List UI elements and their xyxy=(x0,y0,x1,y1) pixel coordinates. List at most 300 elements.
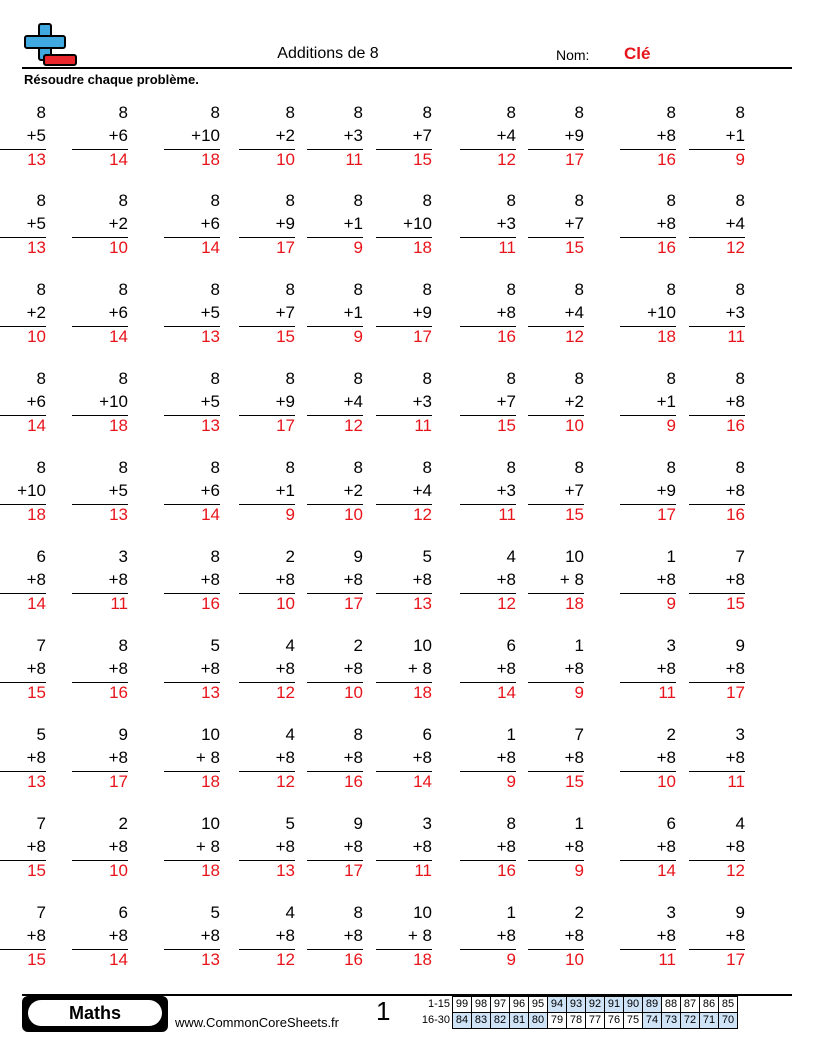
addend-bottom: +8 xyxy=(564,748,584,767)
addend-top: 8 xyxy=(36,103,46,122)
addend-top: 8 xyxy=(210,547,220,566)
problem xyxy=(376,279,432,346)
addend-top: 8 xyxy=(353,191,363,210)
problem xyxy=(239,813,295,880)
answer: 16 xyxy=(657,150,676,169)
problem xyxy=(376,813,432,880)
addend-top: 8 xyxy=(666,458,676,477)
addend-bottom: +8 xyxy=(564,837,584,856)
addend-bottom: +1 xyxy=(343,214,363,233)
addend-top: 8 xyxy=(353,725,363,744)
score-cell: 95 xyxy=(528,996,548,1013)
answer: 13 xyxy=(27,772,46,791)
addend-bottom: +8 xyxy=(26,837,46,856)
problem xyxy=(460,457,516,524)
answer: 12 xyxy=(726,861,745,880)
addend-top: 7 xyxy=(36,903,46,922)
answer: 11 xyxy=(414,861,432,880)
addend-bottom: +8 xyxy=(725,837,745,856)
answer: 17 xyxy=(726,950,745,969)
answer: 11 xyxy=(658,950,676,969)
addend-top: 8 xyxy=(506,458,516,477)
problem xyxy=(689,813,745,880)
answer: 16 xyxy=(344,950,363,969)
addend-bottom: +6 xyxy=(200,214,220,233)
answer: 17 xyxy=(657,505,676,524)
score-row xyxy=(418,1013,738,1029)
problem xyxy=(620,279,676,346)
problem xyxy=(164,279,220,346)
answer: 9 xyxy=(666,416,676,435)
addend-bottom: +7 xyxy=(564,214,584,233)
answer: 15 xyxy=(27,861,46,880)
answer: 10 xyxy=(565,950,584,969)
addend-top: 8 xyxy=(353,103,363,122)
addend-bottom: +8 xyxy=(275,570,295,589)
addend-bottom: +8 xyxy=(275,926,295,945)
answer: 13 xyxy=(201,683,220,702)
addend-bottom: +7 xyxy=(496,392,516,411)
addend-top: 8 xyxy=(735,369,745,388)
problem xyxy=(307,102,363,169)
problem xyxy=(689,190,745,257)
answer: 18 xyxy=(413,238,432,257)
problem xyxy=(307,457,363,524)
score-cell: 77 xyxy=(585,1012,605,1029)
addend-bottom: +5 xyxy=(26,214,46,233)
addend-bottom: +6 xyxy=(200,481,220,500)
addend-bottom: + 8 xyxy=(195,748,220,767)
problem xyxy=(164,457,220,524)
answer: 10 xyxy=(657,772,676,791)
problem xyxy=(164,813,220,880)
addend-bottom: +1 xyxy=(725,126,745,145)
addend-bottom: +8 xyxy=(496,570,516,589)
addend-bottom: +4 xyxy=(564,303,584,322)
addend-top: 9 xyxy=(118,725,128,744)
problem xyxy=(460,279,516,346)
addend-top: 8 xyxy=(422,369,432,388)
problem xyxy=(620,546,676,613)
problem xyxy=(460,635,516,702)
problem xyxy=(528,102,584,169)
problem xyxy=(376,724,432,791)
addend-bottom: +6 xyxy=(26,392,46,411)
score-cell: 86 xyxy=(699,996,719,1013)
answer: 14 xyxy=(497,683,516,702)
answer: 14 xyxy=(201,505,220,524)
addend-top: 8 xyxy=(735,191,745,210)
addend-top: 10 xyxy=(413,636,432,655)
answer: 16 xyxy=(497,861,516,880)
addend-top: 8 xyxy=(210,103,220,122)
answer: 17 xyxy=(344,861,363,880)
score-cell: 72 xyxy=(680,1012,700,1029)
answer: 9 xyxy=(353,327,363,346)
addend-bottom: + 8 xyxy=(559,570,584,589)
addend-top: 6 xyxy=(666,814,676,833)
addend-bottom: +2 xyxy=(108,214,128,233)
score-cell: 76 xyxy=(604,1012,624,1029)
problem xyxy=(72,368,128,435)
addend-top: 10 xyxy=(413,903,432,922)
addend-bottom: +9 xyxy=(275,392,295,411)
answer: 16 xyxy=(726,505,745,524)
answer: 10 xyxy=(109,861,128,880)
problem xyxy=(376,635,432,702)
addend-bottom: +8 xyxy=(725,392,745,411)
problem xyxy=(689,279,745,346)
addend-bottom: +6 xyxy=(108,126,128,145)
problem xyxy=(164,190,220,257)
problem xyxy=(0,190,46,257)
answer: 14 xyxy=(201,238,220,257)
score-cell: 98 xyxy=(471,996,491,1013)
problem xyxy=(307,368,363,435)
addend-bottom: +8 xyxy=(564,659,584,678)
problem xyxy=(528,902,584,969)
answer: 18 xyxy=(565,594,584,613)
problem xyxy=(239,902,295,969)
addend-top: 9 xyxy=(353,814,363,833)
name-value: Clé xyxy=(624,44,651,63)
addend-top: 8 xyxy=(353,280,363,299)
problem xyxy=(0,902,46,969)
problem xyxy=(72,635,128,702)
addend-bottom: +4 xyxy=(412,481,432,500)
problem xyxy=(689,102,745,169)
score-cell: 82 xyxy=(490,1012,510,1029)
addend-bottom: +8 xyxy=(275,659,295,678)
addend-top: 2 xyxy=(353,636,363,655)
score-cell: 89 xyxy=(642,996,662,1013)
addend-bottom: +5 xyxy=(108,481,128,500)
problem xyxy=(528,635,584,702)
score-cell: 70 xyxy=(718,1012,738,1029)
addend-top: 8 xyxy=(422,191,432,210)
score-cell: 78 xyxy=(566,1012,586,1029)
problem xyxy=(72,902,128,969)
problem xyxy=(689,368,745,435)
addend-top: 8 xyxy=(285,191,295,210)
problem xyxy=(72,546,128,613)
answer: 9 xyxy=(506,950,516,969)
answer: 15 xyxy=(413,150,432,169)
addend-top: 8 xyxy=(666,191,676,210)
addend-bottom: +1 xyxy=(656,392,676,411)
answer: 16 xyxy=(109,683,128,702)
answer: 17 xyxy=(109,772,128,791)
score-row xyxy=(418,997,738,1013)
answer: 9 xyxy=(285,505,295,524)
addend-bottom: +8 xyxy=(200,926,220,945)
addend-bottom: +8 xyxy=(725,748,745,767)
problem xyxy=(689,635,745,702)
addend-top: 8 xyxy=(574,458,584,477)
problem xyxy=(0,279,46,346)
addend-top: 1 xyxy=(506,903,516,922)
addend-top: 8 xyxy=(574,280,584,299)
addend-top: 10 xyxy=(201,725,220,744)
addend-top: 8 xyxy=(285,103,295,122)
problem xyxy=(460,813,516,880)
score-cell: 92 xyxy=(585,996,605,1013)
answer: 9 xyxy=(574,861,584,880)
answer: 9 xyxy=(353,238,363,257)
addend-top: 4 xyxy=(285,725,295,744)
addend-top: 8 xyxy=(118,103,128,122)
addend-top: 8 xyxy=(118,636,128,655)
instructions: Résoudre chaque problème. xyxy=(24,72,199,87)
problem xyxy=(460,902,516,969)
addend-bottom: +7 xyxy=(412,126,432,145)
addend-bottom: +3 xyxy=(496,481,516,500)
addend-top: 8 xyxy=(735,103,745,122)
addend-top: 8 xyxy=(118,369,128,388)
answer: 18 xyxy=(657,327,676,346)
problem xyxy=(0,813,46,880)
answer: 18 xyxy=(413,950,432,969)
addend-bottom: +1 xyxy=(275,481,295,500)
answer: 17 xyxy=(413,327,432,346)
score-cell: 88 xyxy=(661,996,681,1013)
problem xyxy=(307,813,363,880)
answer: 11 xyxy=(727,327,745,346)
problem xyxy=(528,279,584,346)
addend-top: 1 xyxy=(574,636,584,655)
answer: 15 xyxy=(27,950,46,969)
addend-top: 8 xyxy=(735,280,745,299)
addend-top: 6 xyxy=(422,725,432,744)
score-cell: 93 xyxy=(566,996,586,1013)
addend-bottom: +8 xyxy=(343,570,363,589)
addend-bottom: +7 xyxy=(564,481,584,500)
addend-bottom: +8 xyxy=(725,926,745,945)
problem xyxy=(376,546,432,613)
problem xyxy=(460,368,516,435)
score-cell: 71 xyxy=(699,1012,719,1029)
problem xyxy=(164,102,220,169)
addend-bottom: +8 xyxy=(26,926,46,945)
addend-top: 8 xyxy=(666,280,676,299)
addend-top: 2 xyxy=(118,814,128,833)
answer: 10 xyxy=(27,327,46,346)
problem xyxy=(620,902,676,969)
problem xyxy=(689,724,745,791)
score-table xyxy=(418,997,738,1029)
addend-bottom: +8 xyxy=(656,748,676,767)
answer: 11 xyxy=(110,594,128,613)
score-cell: 83 xyxy=(471,1012,491,1029)
answer: 11 xyxy=(658,683,676,702)
problem xyxy=(307,546,363,613)
problem xyxy=(72,190,128,257)
addend-bottom: +10 xyxy=(99,392,128,411)
problem xyxy=(239,102,295,169)
problem xyxy=(72,457,128,524)
problem xyxy=(0,724,46,791)
problem xyxy=(239,724,295,791)
addend-top: 8 xyxy=(118,280,128,299)
answer: 16 xyxy=(201,594,220,613)
addend-top: 5 xyxy=(422,547,432,566)
problem xyxy=(528,546,584,613)
addend-bottom: +8 xyxy=(725,659,745,678)
problem xyxy=(72,102,128,169)
answer: 16 xyxy=(497,327,516,346)
addend-top: 3 xyxy=(666,636,676,655)
addend-top: 8 xyxy=(574,369,584,388)
answer: 18 xyxy=(201,861,220,880)
addend-top: 8 xyxy=(506,280,516,299)
answer: 17 xyxy=(344,594,363,613)
problem xyxy=(0,102,46,169)
problem xyxy=(239,368,295,435)
addend-top: 8 xyxy=(36,458,46,477)
answer: 14 xyxy=(27,416,46,435)
addend-bottom: +5 xyxy=(200,303,220,322)
addend-bottom: +8 xyxy=(26,570,46,589)
addend-bottom: +2 xyxy=(343,481,363,500)
name-label: Nom: xyxy=(556,47,590,63)
addend-top: 4 xyxy=(506,547,516,566)
addend-top: 7 xyxy=(36,636,46,655)
answer: 12 xyxy=(565,327,584,346)
addend-top: 8 xyxy=(210,458,220,477)
problem xyxy=(376,457,432,524)
addend-bottom: +8 xyxy=(275,748,295,767)
addend-bottom: +2 xyxy=(26,303,46,322)
problem xyxy=(0,457,46,524)
addend-bottom: +8 xyxy=(200,570,220,589)
addend-bottom: +7 xyxy=(275,303,295,322)
addend-bottom: +10 xyxy=(403,214,432,233)
answer: 12 xyxy=(276,950,295,969)
addend-top: 8 xyxy=(36,280,46,299)
answer: 10 xyxy=(565,416,584,435)
answer: 12 xyxy=(497,150,516,169)
score-row-label: 1-15 xyxy=(427,998,450,1010)
problem xyxy=(164,546,220,613)
answer: 11 xyxy=(345,150,363,169)
answer: 15 xyxy=(497,416,516,435)
problem xyxy=(620,635,676,702)
addend-top: 10 xyxy=(565,547,584,566)
addend-bottom: +8 xyxy=(275,837,295,856)
addend-bottom: +10 xyxy=(647,303,676,322)
problem xyxy=(307,190,363,257)
problem xyxy=(376,368,432,435)
answer: 10 xyxy=(276,594,295,613)
addend-bottom: +3 xyxy=(343,126,363,145)
score-cell: 87 xyxy=(680,996,700,1013)
score-row-label: 16-30 xyxy=(421,1014,450,1026)
problem xyxy=(620,368,676,435)
answer: 12 xyxy=(276,683,295,702)
problem xyxy=(0,635,46,702)
addend-bottom: +8 xyxy=(656,570,676,589)
answer: 14 xyxy=(657,861,676,880)
problem xyxy=(620,102,676,169)
addend-top: 3 xyxy=(666,903,676,922)
addend-top: 7 xyxy=(574,725,584,744)
addend-top: 3 xyxy=(422,814,432,833)
answer: 13 xyxy=(201,327,220,346)
addend-bottom: +9 xyxy=(412,303,432,322)
answer: 14 xyxy=(27,594,46,613)
score-cell: 81 xyxy=(509,1012,529,1029)
addend-bottom: +8 xyxy=(725,481,745,500)
answer: 9 xyxy=(666,594,676,613)
addend-bottom: +8 xyxy=(656,926,676,945)
problem xyxy=(164,635,220,702)
answer: 12 xyxy=(726,238,745,257)
addend-top: 8 xyxy=(506,103,516,122)
addend-top: 7 xyxy=(735,547,745,566)
addend-top: 6 xyxy=(36,547,46,566)
addend-bottom: +8 xyxy=(656,214,676,233)
problem xyxy=(460,724,516,791)
problem xyxy=(528,724,584,791)
addend-bottom: +8 xyxy=(412,748,432,767)
answer: 18 xyxy=(201,772,220,791)
answer: 15 xyxy=(565,238,584,257)
answer: 10 xyxy=(344,683,363,702)
addend-bottom: +8 xyxy=(343,926,363,945)
problem xyxy=(239,457,295,524)
problem xyxy=(528,813,584,880)
addend-bottom: +9 xyxy=(275,214,295,233)
addend-bottom: +5 xyxy=(26,126,46,145)
answer: 14 xyxy=(109,327,128,346)
problem xyxy=(239,279,295,346)
addend-top: 8 xyxy=(210,369,220,388)
addend-top: 8 xyxy=(506,191,516,210)
addend-top: 8 xyxy=(285,458,295,477)
problem xyxy=(307,724,363,791)
problem xyxy=(689,457,745,524)
problem xyxy=(164,368,220,435)
addend-top: 8 xyxy=(422,458,432,477)
addend-top: 8 xyxy=(666,103,676,122)
addend-top: 8 xyxy=(210,191,220,210)
addend-bottom: +8 xyxy=(496,659,516,678)
answer: 12 xyxy=(413,505,432,524)
answer: 15 xyxy=(726,594,745,613)
problem xyxy=(307,635,363,702)
addend-bottom: +4 xyxy=(496,126,516,145)
problem xyxy=(164,902,220,969)
addend-bottom: +3 xyxy=(725,303,745,322)
plus-minus-logo-icon xyxy=(22,22,80,68)
addend-top: 1 xyxy=(666,547,676,566)
addend-bottom: +8 xyxy=(656,837,676,856)
addend-top: 1 xyxy=(506,725,516,744)
page-number: 1 xyxy=(376,996,391,1026)
answer: 12 xyxy=(276,772,295,791)
score-cell: 74 xyxy=(642,1012,662,1029)
addend-top: 8 xyxy=(506,369,516,388)
answer: 13 xyxy=(201,416,220,435)
score-cell: 84 xyxy=(452,1012,472,1029)
problem xyxy=(307,279,363,346)
problem xyxy=(239,546,295,613)
addend-top: 9 xyxy=(735,903,745,922)
problem xyxy=(72,279,128,346)
addend-bottom: +8 xyxy=(496,303,516,322)
addend-top: 8 xyxy=(210,280,220,299)
score-cell: 91 xyxy=(604,996,624,1013)
